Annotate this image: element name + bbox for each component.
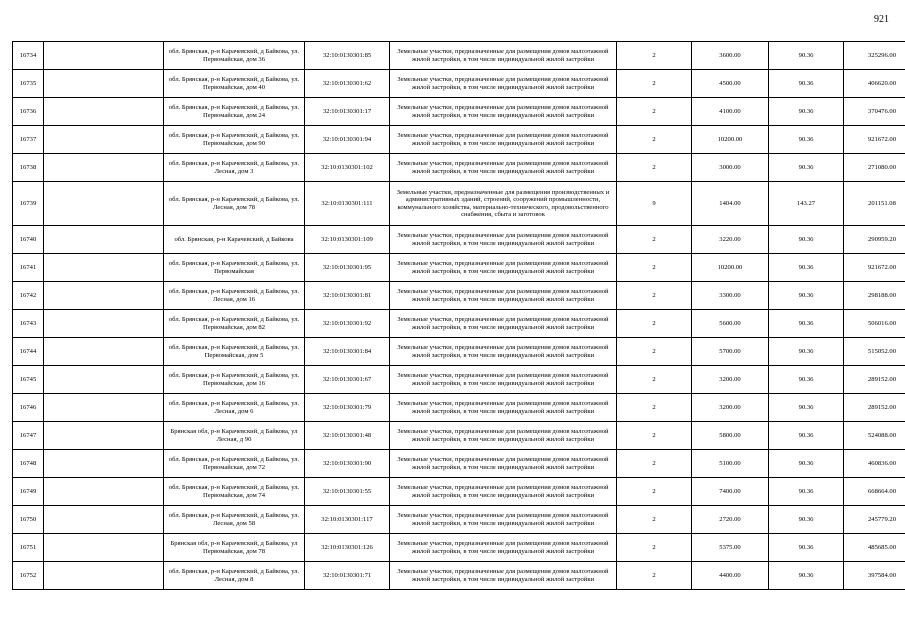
specific-value: 90.36 — [769, 70, 844, 98]
row-number: 16745 — [13, 366, 44, 394]
cadastral-number: 32:10:0130301:92 — [305, 310, 390, 338]
use-group-code: 2 — [617, 154, 692, 182]
row-number: 16749 — [13, 478, 44, 506]
land-use-category: Земельные участки, предназначенные для размещения домов малоэтажной жилой застройки, в том числе индивидуальной жилой застройки — [390, 450, 617, 478]
use-group-code: 2 — [617, 534, 692, 562]
cadastral-value: 271080.00 — [844, 154, 905, 182]
table-row — [13, 126, 905, 154]
cadastral-number: 32:10:0130301:17 — [305, 98, 390, 126]
row-number: 16748 — [13, 450, 44, 478]
row-number: 16744 — [13, 338, 44, 366]
plot-address: обл. Брянская, р-н Карачевский, д Байкова, ул. Лесная, дом 16 — [164, 282, 305, 310]
table-row — [13, 282, 905, 310]
land-use-category: Земельные участки, предназначенные для размещения домов малоэтажной жилой застройки, в том числе индивидуальной жилой застройки — [390, 70, 617, 98]
cadastral-number: 32:10:0130301:71 — [305, 562, 390, 590]
use-group-code: 2 — [617, 254, 692, 282]
empty-cell — [44, 126, 164, 154]
land-use-category: Земельные участки, предназначенные для размещения домов малоэтажной жилой застройки, в том числе индивидуальной жилой застройки — [390, 366, 617, 394]
plot-area: 10200.00 — [692, 126, 769, 154]
specific-value: 90.36 — [769, 282, 844, 310]
cadastral-number: 32:10:0130301:48 — [305, 422, 390, 450]
plot-address: обл. Брянская, р-н Карачевский, д Байкова, ул. Первомайская, дом 16 — [164, 366, 305, 394]
empty-cell — [44, 450, 164, 478]
specific-value: 90.36 — [769, 394, 844, 422]
empty-cell — [44, 98, 164, 126]
use-group-code: 9 — [617, 182, 692, 226]
plot-address: обл. Брянская, р-н Карачевский, д Байкова, ул. Первомайская, дом 90 — [164, 126, 305, 154]
plot-address: обл. Брянская, р-н Карачевский, д Байкова, ул. Первомайская, дом 5 — [164, 338, 305, 366]
specific-value: 90.36 — [769, 478, 844, 506]
use-group-code: 2 — [617, 478, 692, 506]
use-group-code: 2 — [617, 422, 692, 450]
empty-cell — [44, 254, 164, 282]
table-row — [13, 182, 905, 226]
specific-value: 90.36 — [769, 450, 844, 478]
cadastral-value: 397584.00 — [844, 562, 905, 590]
plot-area: 4100.00 — [692, 98, 769, 126]
cadastral-value: 485685.00 — [844, 534, 905, 562]
cadastral-number: 32:10:0130301:111 — [305, 182, 390, 226]
plot-address: обл. Брянская, р-н Карачевский, д Байкова, ул. Первомайская, дом 40 — [164, 70, 305, 98]
row-number: 16751 — [13, 534, 44, 562]
page-number: 921 — [874, 14, 889, 25]
empty-cell — [44, 534, 164, 562]
land-use-category: Земельные участки, предназначенные для размещения домов малоэтажной жилой застройки, в том числе индивидуальной жилой застройки — [390, 42, 617, 70]
land-use-category: Земельные участки, предназначенные для размещения домов малоэтажной жилой застройки, в том числе индивидуальной жилой застройки — [390, 394, 617, 422]
specific-value: 90.36 — [769, 154, 844, 182]
cadastral-number: 32:10:0130301:94 — [305, 126, 390, 154]
specific-value: 90.36 — [769, 226, 844, 254]
specific-value: 90.36 — [769, 254, 844, 282]
row-number: 16737 — [13, 126, 44, 154]
cadastral-number: 32:10:0130301:126 — [305, 534, 390, 562]
row-number: 16747 — [13, 422, 44, 450]
specific-value: 90.36 — [769, 422, 844, 450]
plot-area: 5600.00 — [692, 310, 769, 338]
row-number: 16734 — [13, 42, 44, 70]
land-use-category: Земельные участки, предназначенные для размещения домов малоэтажной жилой застройки, в том числе индивидуальной жилой застройки — [390, 282, 617, 310]
empty-cell — [44, 562, 164, 590]
plot-address: обл. Брянская, р-н Карачевский, д Байкова, ул. Лесная, дом 78 — [164, 182, 305, 226]
plot-address: обл. Брянская, р-н Карачевский, д Байкова, ул. Лесная, дом 6 — [164, 394, 305, 422]
cadastral-number: 32:10:0130301:62 — [305, 70, 390, 98]
plot-area: 4500.00 — [692, 70, 769, 98]
row-number: 16750 — [13, 506, 44, 534]
plot-address: Брянская обл, р-н Карачевский, д Байкова, ул Лесная, д 90 — [164, 422, 305, 450]
land-use-category: Земельные участки, предназначенные для размещения производственных и административных зданий, строений, сооружений промышленности, коммунального хозяйства, материально-технического, продовольственного снабжения, сбыта и заготовок — [390, 182, 617, 226]
table-row — [13, 366, 905, 394]
plot-area: 5800.00 — [692, 422, 769, 450]
cadastral-number: 32:10:0130301:84 — [305, 338, 390, 366]
table-row — [13, 310, 905, 338]
plot-address: Брянская обл, р-н Карачевский, д Байкова, ул Первомайская, дом 78 — [164, 534, 305, 562]
plot-address: обл. Брянская, р-н Карачевский, д Байкова, ул. Первомайская, дом 24 — [164, 98, 305, 126]
row-number: 16738 — [13, 154, 44, 182]
plot-address: обл. Брянская, р-н Карачевский, д Байкова, ул. Лесная, дом 58 — [164, 506, 305, 534]
specific-value: 90.36 — [769, 366, 844, 394]
table-row — [13, 70, 905, 98]
cadastral-value: 289152.00 — [844, 394, 905, 422]
plot-area: 3200.00 — [692, 366, 769, 394]
plot-area: 5100.00 — [692, 450, 769, 478]
plot-address: обл. Брянская, р-н Карачевский, д Байкова, ул. Первомайская — [164, 254, 305, 282]
land-use-category: Земельные участки, предназначенные для размещения домов малоэтажной жилой застройки, в том числе индивидуальной жилой застройки — [390, 338, 617, 366]
empty-cell — [44, 70, 164, 98]
registry-table-body — [13, 42, 905, 590]
use-group-code: 2 — [617, 366, 692, 394]
specific-value: 90.36 — [769, 562, 844, 590]
table-row — [13, 562, 905, 590]
row-number: 16742 — [13, 282, 44, 310]
cadastral-value: 406620.00 — [844, 70, 905, 98]
plot-area: 5700.00 — [692, 338, 769, 366]
cadastral-number: 32:10:0130301:90 — [305, 450, 390, 478]
cadastral-value: 290959.20 — [844, 226, 905, 254]
plot-area: 4400.00 — [692, 562, 769, 590]
cadastral-number: 32:10:0130301:109 — [305, 226, 390, 254]
empty-cell — [44, 394, 164, 422]
use-group-code: 2 — [617, 310, 692, 338]
specific-value: 90.36 — [769, 310, 844, 338]
cadastral-value: 921672.00 — [844, 254, 905, 282]
plot-address: обл. Брянская, р-н Карачевский, д Байкова, ул. Первомайская, дом 74 — [164, 478, 305, 506]
cadastral-value: 370476.00 — [844, 98, 905, 126]
use-group-code: 2 — [617, 98, 692, 126]
table-row — [13, 254, 905, 282]
plot-address: обл. Брянская, р-н Карачевский, д Байкова — [164, 226, 305, 254]
land-use-category: Земельные участки, предназначенные для размещения домов малоэтажной жилой застройки, в том числе индивидуальной жилой застройки — [390, 254, 617, 282]
empty-cell — [44, 366, 164, 394]
cadastral-number: 32:10:0130301:117 — [305, 506, 390, 534]
cadastral-number: 32:10:0130301:81 — [305, 282, 390, 310]
table-row — [13, 478, 905, 506]
specific-value: 90.36 — [769, 338, 844, 366]
land-use-category: Земельные участки, предназначенные для размещения домов малоэтажной жилой застройки, в том числе индивидуальной жилой застройки — [390, 478, 617, 506]
cadastral-value: 506016.00 — [844, 310, 905, 338]
row-number: 16736 — [13, 98, 44, 126]
cadastral-number: 32:10:0130301:102 — [305, 154, 390, 182]
cadastral-value: 245779.20 — [844, 506, 905, 534]
empty-cell — [44, 478, 164, 506]
plot-address: обл. Брянская, р-н Карачевский, д Байкова, ул. Лесная, дом 8 — [164, 562, 305, 590]
table-row — [13, 394, 905, 422]
use-group-code: 2 — [617, 394, 692, 422]
plot-area: 3600.00 — [692, 42, 769, 70]
specific-value: 90.36 — [769, 126, 844, 154]
land-use-category: Земельные участки, предназначенные для размещения домов малоэтажной жилой застройки, в том числе индивидуальной жилой застройки — [390, 422, 617, 450]
land-use-category: Земельные участки, предназначенные для размещения домов малоэтажной жилой застройки, в том числе индивидуальной жилой застройки — [390, 310, 617, 338]
specific-value: 90.36 — [769, 98, 844, 126]
plot-area: 7400.00 — [692, 478, 769, 506]
use-group-code: 2 — [617, 338, 692, 366]
use-group-code: 2 — [617, 562, 692, 590]
empty-cell — [44, 338, 164, 366]
use-group-code: 2 — [617, 70, 692, 98]
cadastral-value: 289152.00 — [844, 366, 905, 394]
table-row — [13, 534, 905, 562]
cadastral-value: 524088.00 — [844, 422, 905, 450]
use-group-code: 2 — [617, 450, 692, 478]
empty-cell — [44, 310, 164, 338]
table-row — [13, 154, 905, 182]
land-use-category: Земельные участки, предназначенные для размещения домов малоэтажной жилой застройки, в том числе индивидуальной жилой застройки — [390, 562, 617, 590]
land-use-category: Земельные участки, предназначенные для размещения домов малоэтажной жилой застройки, в том числе индивидуальной жилой застройки — [390, 154, 617, 182]
cadastral-number: 32:10:0130301:55 — [305, 478, 390, 506]
empty-cell — [44, 182, 164, 226]
table-row — [13, 226, 905, 254]
cadastral-number: 32:10:0130301:85 — [305, 42, 390, 70]
row-number: 16739 — [13, 182, 44, 226]
table-row — [13, 338, 905, 366]
plot-address: обл. Брянская, р-н Карачевский, д Байкова, ул. Первомайская, дом 82 — [164, 310, 305, 338]
land-use-category: Земельные участки, предназначенные для размещения домов малоэтажной жилой застройки, в том числе индивидуальной жилой застройки — [390, 126, 617, 154]
plot-area: 3000.00 — [692, 154, 769, 182]
empty-cell — [44, 282, 164, 310]
table-row — [13, 422, 905, 450]
plot-address: обл. Брянская, р-н Карачевский, д Байкова, ул. Первомайская, дом 72 — [164, 450, 305, 478]
row-number: 16743 — [13, 310, 44, 338]
land-use-category: Земельные участки, предназначенные для размещения домов малоэтажной жилой застройки, в том числе индивидуальной жилой застройки — [390, 534, 617, 562]
cadastral-value: 460836.00 — [844, 450, 905, 478]
cadastral-value: 201151.08 — [844, 182, 905, 226]
use-group-code: 2 — [617, 282, 692, 310]
specific-value: 90.36 — [769, 42, 844, 70]
land-use-category: Земельные участки, предназначенные для размещения домов малоэтажной жилой застройки, в том числе индивидуальной жилой застройки — [390, 506, 617, 534]
land-use-category: Земельные участки, предназначенные для размещения домов малоэтажной жилой застройки, в том числе индивидуальной жилой застройки — [390, 98, 617, 126]
empty-cell — [44, 226, 164, 254]
plot-area: 1404.00 — [692, 182, 769, 226]
empty-cell — [44, 42, 164, 70]
land-use-category: Земельные участки, предназначенные для размещения домов малоэтажной жилой застройки, в том числе индивидуальной жилой застройки — [390, 226, 617, 254]
plot-address: обл. Брянская, р-н Карачевский, д Байкова, ул. Первомайская, дом 36 — [164, 42, 305, 70]
row-number: 16735 — [13, 70, 44, 98]
empty-cell — [44, 506, 164, 534]
cadastral-number: 32:10:0130301:95 — [305, 254, 390, 282]
cadastral-number: 32:10:0130301:79 — [305, 394, 390, 422]
land-registry-table — [12, 41, 905, 590]
plot-area: 3300.00 — [692, 282, 769, 310]
table-row — [13, 98, 905, 126]
cadastral-value: 668664.00 — [844, 478, 905, 506]
table-row — [13, 450, 905, 478]
specific-value: 90.36 — [769, 506, 844, 534]
table-row — [13, 506, 905, 534]
use-group-code: 2 — [617, 506, 692, 534]
use-group-code: 2 — [617, 126, 692, 154]
plot-area: 5375.00 — [692, 534, 769, 562]
plot-area: 10200.00 — [692, 254, 769, 282]
plot-area: 3220.00 — [692, 226, 769, 254]
use-group-code: 2 — [617, 42, 692, 70]
specific-value: 90.36 — [769, 534, 844, 562]
table-row — [13, 42, 905, 70]
use-group-code: 2 — [617, 226, 692, 254]
row-number: 16740 — [13, 226, 44, 254]
cadastral-value: 921672.00 — [844, 126, 905, 154]
cadastral-value: 515052.00 — [844, 338, 905, 366]
cadastral-value: 325296.00 — [844, 42, 905, 70]
row-number: 16741 — [13, 254, 44, 282]
cadastral-number: 32:10:0130301:67 — [305, 366, 390, 394]
row-number: 16752 — [13, 562, 44, 590]
specific-value: 143.27 — [769, 182, 844, 226]
row-number: 16746 — [13, 394, 44, 422]
plot-area: 2720.00 — [692, 506, 769, 534]
plot-address: обл. Брянская, р-н Карачевский, д Байкова, ул. Лесная, дом 3 — [164, 154, 305, 182]
plot-area: 3200.00 — [692, 394, 769, 422]
empty-cell — [44, 422, 164, 450]
empty-cell — [44, 154, 164, 182]
cadastral-value: 298188.00 — [844, 282, 905, 310]
